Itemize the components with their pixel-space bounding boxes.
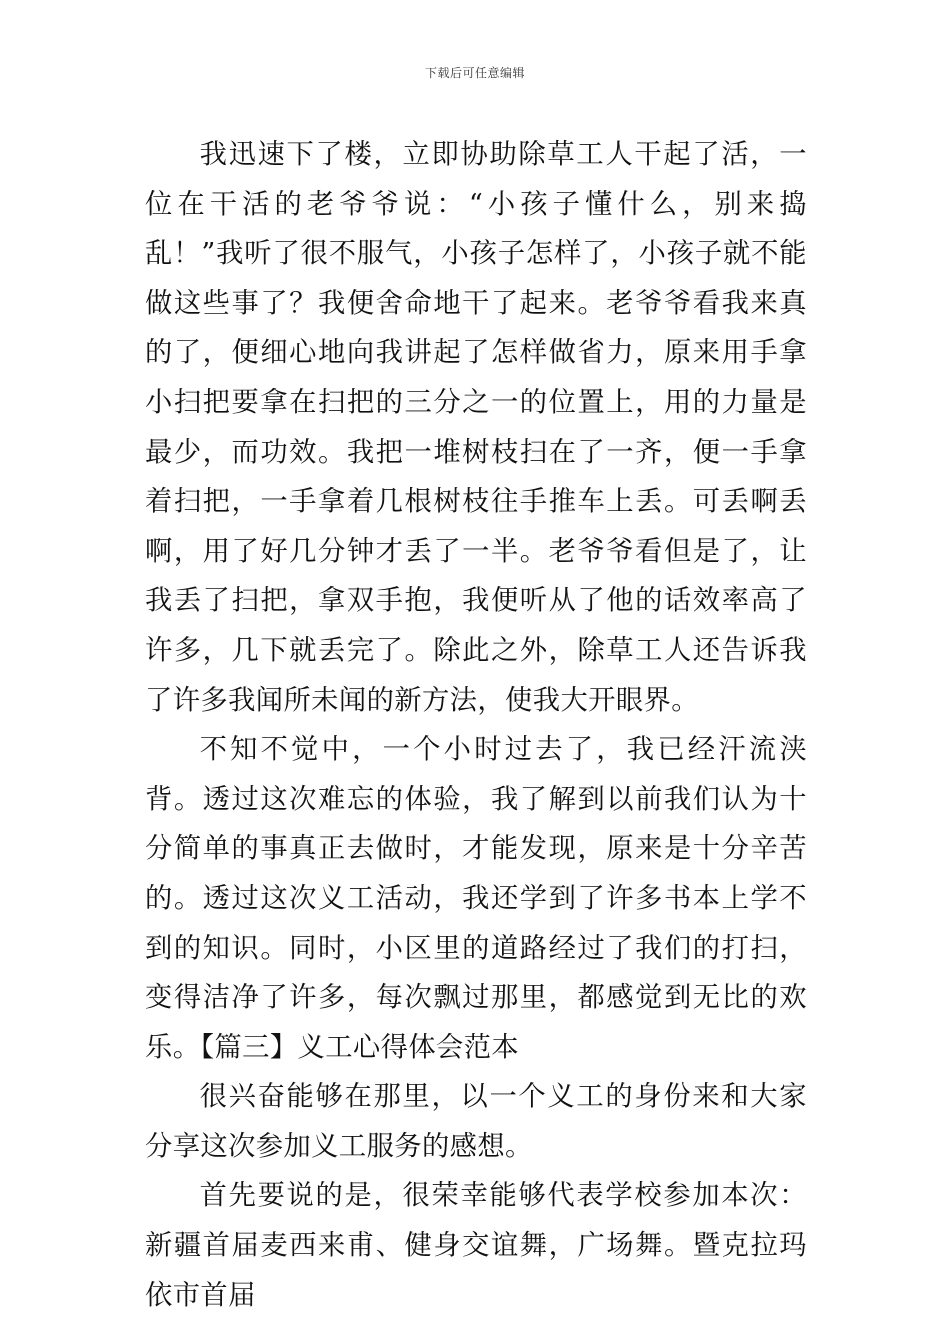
paragraph-3: 很兴奋能够在那里，以一个义工的身份来和大家分享这次参加义工服务的感想。 xyxy=(145,1081,807,1162)
paragraph-2: 不知不觉中，一个小时过去了，我已经汗流浃背。透过这次难忘的体验，我了解到以前我们认为十分简单的事真正去做时，才能发现，原来是十分辛苦的。透过这次义工活动，我还学到了许多书本上学不到的知识。同时，小区里的道路经过了我们的打扫，变得洁净了许多，每次飘过那里，都感觉到无比的欢乐。【篇三】义工心得体会范本 xyxy=(145,734,807,1063)
document-body xyxy=(145,130,807,1320)
paragraph-1: 我迅速下了楼，立即协助除草工人干起了活，一位在干活的老爷爷说：“小孩子懂什么，别来捣乱！”我听了很不服气，小孩子怎样了，小孩子就不能做这些事了？我便舍命地干了起来。老爷爷看我来真的了，便细心地向我讲起了怎样做省力，原来用手拿小扫把要拿在扫把的三分之一的位置上，用的力量是最少，而功效。我把一堆树枝扫在了一齐，便一手拿着扫把，一手拿着几根树枝往手推车上丢。可丢啊丢啊，用了好几分钟才丢了一半。老爷爷看但是了，让我丢了扫把，拿双手抱，我便听从了他的话效率高了许多，几下就丢完了。除此之外，除草工人还告诉我了许多我闻所未闻的新方法，使我大开眼界。 xyxy=(145,139,807,716)
header-note: 下载后可任意编辑 xyxy=(424,66,525,80)
paragraph-4: 首先要说的是，很荣幸能够代表学校参加本次：新疆首届麦西来甫、健身交谊舞，广场舞。暨克拉玛依市首届 xyxy=(145,1180,807,1311)
